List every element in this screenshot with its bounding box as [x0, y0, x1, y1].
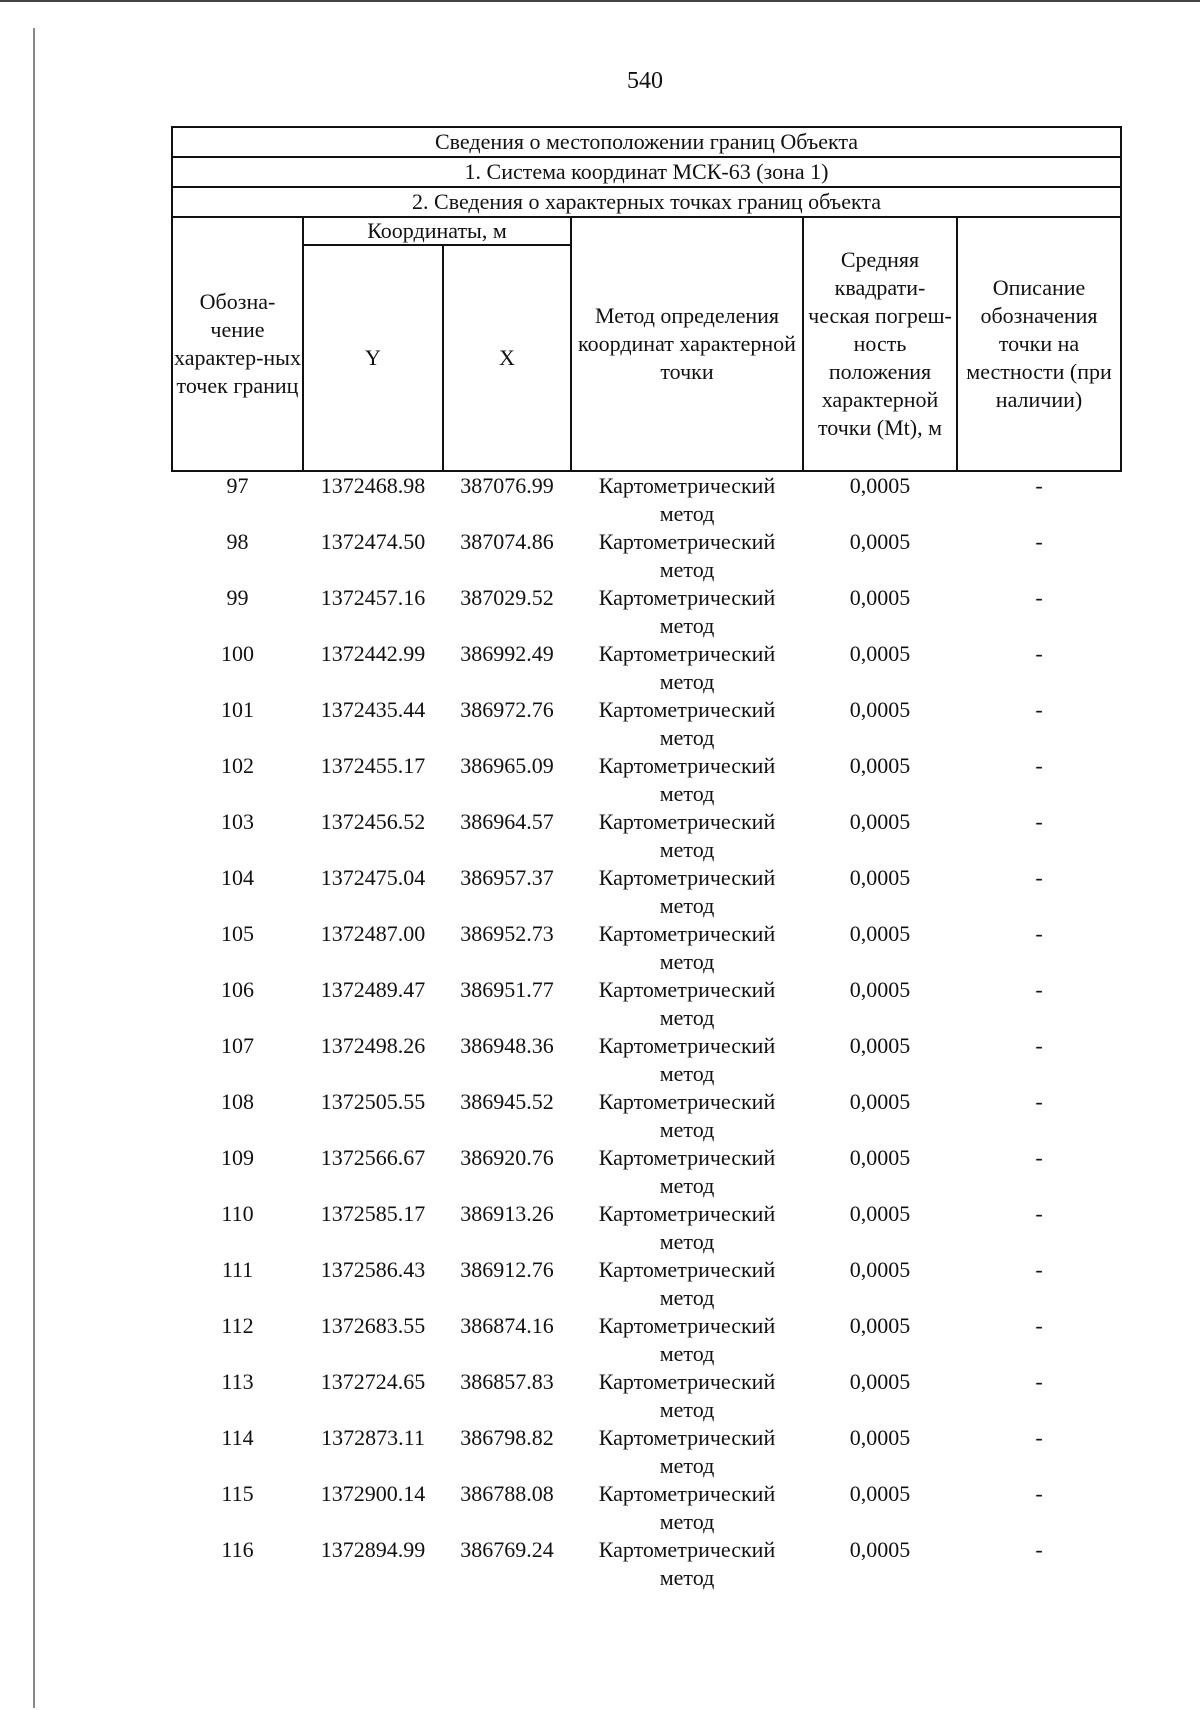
table-row	[172, 1256, 1121, 1312]
point-number-cell: 97	[226, 473, 249, 498]
description-cell: -	[1035, 809, 1043, 834]
coord-x-cell: 387029.52	[460, 585, 554, 610]
scan-edge-top	[0, 0, 1200, 2]
error-mt-cell: 0,0005	[849, 529, 911, 554]
point-number-cell: 98	[226, 529, 249, 554]
table-row	[172, 471, 1121, 528]
coord-y-cell: 1372683.55	[320, 1313, 426, 1338]
coord-y-cell: 1372900.14	[320, 1481, 426, 1506]
coord-y-cell: 1372455.17	[320, 753, 426, 778]
table-row	[172, 976, 1121, 1032]
table-row	[172, 1536, 1121, 1592]
section-row	[172, 187, 1121, 217]
error-mt-cell: 0,0005	[849, 1481, 911, 1506]
method-cell: Картометрический метод	[598, 977, 776, 1030]
coord-y-cell: 1372475.04	[320, 865, 426, 890]
description-cell: -	[1035, 1145, 1043, 1170]
coord-y-cell: 1372566.67	[320, 1145, 426, 1170]
coord-y-cell: 1372873.11	[321, 1425, 425, 1450]
error-mt-cell: 0,0005	[849, 809, 911, 834]
coord-x-cell: 386798.82	[460, 1425, 554, 1450]
method-cell: Картометрический метод	[598, 1313, 776, 1366]
error-mt-cell: 0,0005	[849, 753, 911, 778]
coord-x-cell: 386951.77	[460, 977, 554, 1002]
coord-x-cell: 386788.08	[460, 1481, 554, 1506]
error-mt-cell: 0,0005	[849, 1425, 911, 1450]
coord-system-row	[172, 157, 1121, 187]
coord-y-cell: 1372456.52	[320, 809, 426, 834]
coord-y-cell: 1372586.43	[320, 1257, 426, 1282]
coord-y-cell: 1372468.98	[320, 473, 426, 498]
point-number-cell: 107	[221, 1033, 254, 1058]
description-cell: -	[1035, 697, 1043, 722]
table-row	[172, 752, 1121, 808]
coord-y-cell: 1372489.47	[320, 977, 426, 1002]
description-cell: -	[1035, 977, 1043, 1002]
description-cell: -	[1035, 1481, 1043, 1506]
description-cell: -	[1035, 1313, 1043, 1338]
table-title: Сведения о местоположении границ Объекта	[172, 127, 1121, 157]
error-mt-cell: 0,0005	[849, 1089, 911, 1114]
table-row	[172, 696, 1121, 752]
coord-x-cell: 386965.09	[460, 753, 554, 778]
error-mt-cell: 0,0005	[849, 1257, 911, 1282]
coord-x-cell: 386972.76	[460, 697, 554, 722]
error-mt-cell: 0,0005	[849, 1033, 911, 1058]
coord-x-cell: 386945.52	[460, 1089, 554, 1114]
table-row	[172, 1088, 1121, 1144]
error-mt-cell: 0,0005	[849, 473, 911, 498]
coord-y-cell: 1372498.26	[320, 1033, 426, 1058]
description-cell: -	[1035, 1033, 1043, 1058]
coord-x-cell: 386857.83	[460, 1369, 554, 1394]
error-mt-cell: 0,0005	[849, 1537, 911, 1562]
method-cell: Картометрический метод	[598, 641, 776, 694]
method-cell: Картометрический метод	[598, 1537, 776, 1590]
coord-y-cell: 1372585.17	[320, 1201, 426, 1226]
point-number-cell: 114	[221, 1425, 254, 1450]
point-number-cell: 103	[221, 809, 254, 834]
table-row	[172, 808, 1121, 864]
coord-system: 1. Система координат МСК-63 (зона 1)	[172, 157, 1121, 187]
table-row	[172, 1200, 1121, 1256]
method-cell: Картометрический метод	[598, 809, 776, 862]
description-cell: -	[1035, 473, 1043, 498]
error-mt-cell: 0,0005	[849, 585, 911, 610]
method-cell: Картометрический метод	[598, 1369, 776, 1422]
method-cell: Картометрический метод	[598, 753, 776, 806]
coord-x-cell: 386769.24	[460, 1537, 554, 1562]
error-mt-cell: 0,0005	[849, 1201, 911, 1226]
point-number-cell: 104	[221, 865, 254, 890]
description-cell: -	[1035, 1425, 1043, 1450]
description-cell: -	[1035, 585, 1043, 610]
method-cell: Картометрический метод	[598, 1089, 776, 1142]
table-row	[172, 584, 1121, 640]
point-number-cell: 99	[226, 585, 249, 610]
coord-x-cell: 387074.86	[460, 529, 554, 554]
error-mt-cell: 0,0005	[849, 1369, 911, 1394]
table-row	[172, 640, 1121, 696]
table-row	[172, 1144, 1121, 1200]
table-row	[172, 1480, 1121, 1536]
description-cell: -	[1035, 1537, 1043, 1562]
description-cell: -	[1035, 865, 1043, 890]
method-cell: Картометрический метод	[598, 529, 776, 582]
description-cell: -	[1035, 921, 1043, 946]
description-cell: -	[1035, 1201, 1043, 1226]
error-mt-cell: 0,0005	[849, 1313, 911, 1338]
method-cell: Картометрический метод	[598, 921, 776, 974]
method-cell: Картометрический метод	[598, 865, 776, 918]
col-error-header: Средняя квадрати-ческая погреш-ность положения характерной точки (Mt), м	[803, 217, 957, 471]
coord-y-cell: 1372487.00	[320, 921, 426, 946]
col-method-header: Метод определения координат характерной точки	[571, 217, 803, 471]
method-cell: Картометрический метод	[598, 697, 776, 750]
point-number-cell: 112	[221, 1313, 254, 1338]
coord-y-cell: 1372442.99	[320, 641, 426, 666]
col-description-header: Описание обозначения точки на местности (при наличии)	[957, 217, 1121, 471]
method-cell: Картометрический метод	[598, 1481, 776, 1534]
scan-edge-left	[33, 28, 35, 1708]
coord-x-cell: 386920.76	[460, 1145, 554, 1170]
coord-y-cell: 1372435.44	[320, 697, 426, 722]
coord-x-cell: 387076.99	[460, 473, 554, 498]
point-number-cell: 110	[221, 1201, 254, 1226]
col-coordinates-header: Координаты, м	[303, 217, 571, 245]
description-cell: -	[1035, 529, 1043, 554]
coord-y-cell: 1372724.65	[320, 1369, 426, 1394]
col-x-header: X	[443, 245, 571, 471]
method-cell: Картометрический метод	[598, 473, 776, 526]
table-row	[172, 1032, 1121, 1088]
table-row	[172, 1312, 1121, 1368]
method-cell: Картометрический метод	[598, 1425, 776, 1478]
boundary-points-table	[171, 126, 1122, 1592]
coord-x-cell: 386874.16	[460, 1313, 554, 1338]
point-number-cell: 101	[221, 697, 254, 722]
coord-y-cell: 1372474.50	[320, 529, 426, 554]
coord-y-cell: 1372894.99	[320, 1537, 426, 1562]
point-number-cell: 105	[221, 921, 254, 946]
error-mt-cell: 0,0005	[849, 921, 911, 946]
point-number-cell: 109	[221, 1145, 254, 1170]
method-cell: Картометрический метод	[598, 1145, 776, 1198]
point-number-cell: 116	[221, 1537, 254, 1562]
error-mt-cell: 0,0005	[849, 1145, 911, 1170]
coord-y-cell: 1372457.16	[320, 585, 426, 610]
point-number-cell: 100	[221, 641, 254, 666]
section-title: 2. Сведения о характерных точках границ объекта	[172, 187, 1121, 217]
method-cell: Картометрический метод	[598, 585, 776, 638]
page-number: 540	[627, 68, 663, 94]
error-mt-cell: 0,0005	[849, 697, 911, 722]
coord-x-cell: 386957.37	[460, 865, 554, 890]
coord-x-cell: 386952.73	[460, 921, 554, 946]
method-cell: Картометрический метод	[598, 1257, 776, 1310]
table-row	[172, 864, 1121, 920]
table-row	[172, 528, 1121, 584]
description-cell: -	[1035, 641, 1043, 666]
coord-x-cell: 386948.36	[460, 1033, 554, 1058]
coord-x-cell: 386913.26	[460, 1201, 554, 1226]
table-row	[172, 1424, 1121, 1480]
point-number-cell: 113	[221, 1369, 254, 1394]
table-body	[172, 471, 1121, 1592]
point-number-cell: 108	[221, 1089, 254, 1114]
method-cell: Картометрический метод	[598, 1033, 776, 1086]
description-cell: -	[1035, 1257, 1043, 1282]
error-mt-cell: 0,0005	[849, 977, 911, 1002]
column-header-row	[172, 217, 1121, 245]
table-title-row	[172, 127, 1121, 157]
error-mt-cell: 0,0005	[849, 865, 911, 890]
coord-x-cell: 386964.57	[460, 809, 554, 834]
col-designation-header: Обозна-чение характер-ных точек границ	[172, 217, 303, 471]
coord-y-cell: 1372505.55	[320, 1089, 426, 1114]
point-number-cell: 115	[221, 1481, 254, 1506]
coord-x-cell: 386992.49	[460, 641, 554, 666]
method-cell: Картометрический метод	[598, 1201, 776, 1254]
col-y-header: Y	[303, 245, 443, 471]
coord-x-cell: 386912.76	[460, 1257, 554, 1282]
description-cell: -	[1035, 1089, 1043, 1114]
point-number-cell: 102	[221, 753, 254, 778]
error-mt-cell: 0,0005	[849, 641, 911, 666]
table-row	[172, 920, 1121, 976]
point-number-cell: 111	[221, 1257, 254, 1282]
point-number-cell: 106	[221, 977, 254, 1002]
description-cell: -	[1035, 753, 1043, 778]
description-cell: -	[1035, 1369, 1043, 1394]
table-row	[172, 1368, 1121, 1424]
